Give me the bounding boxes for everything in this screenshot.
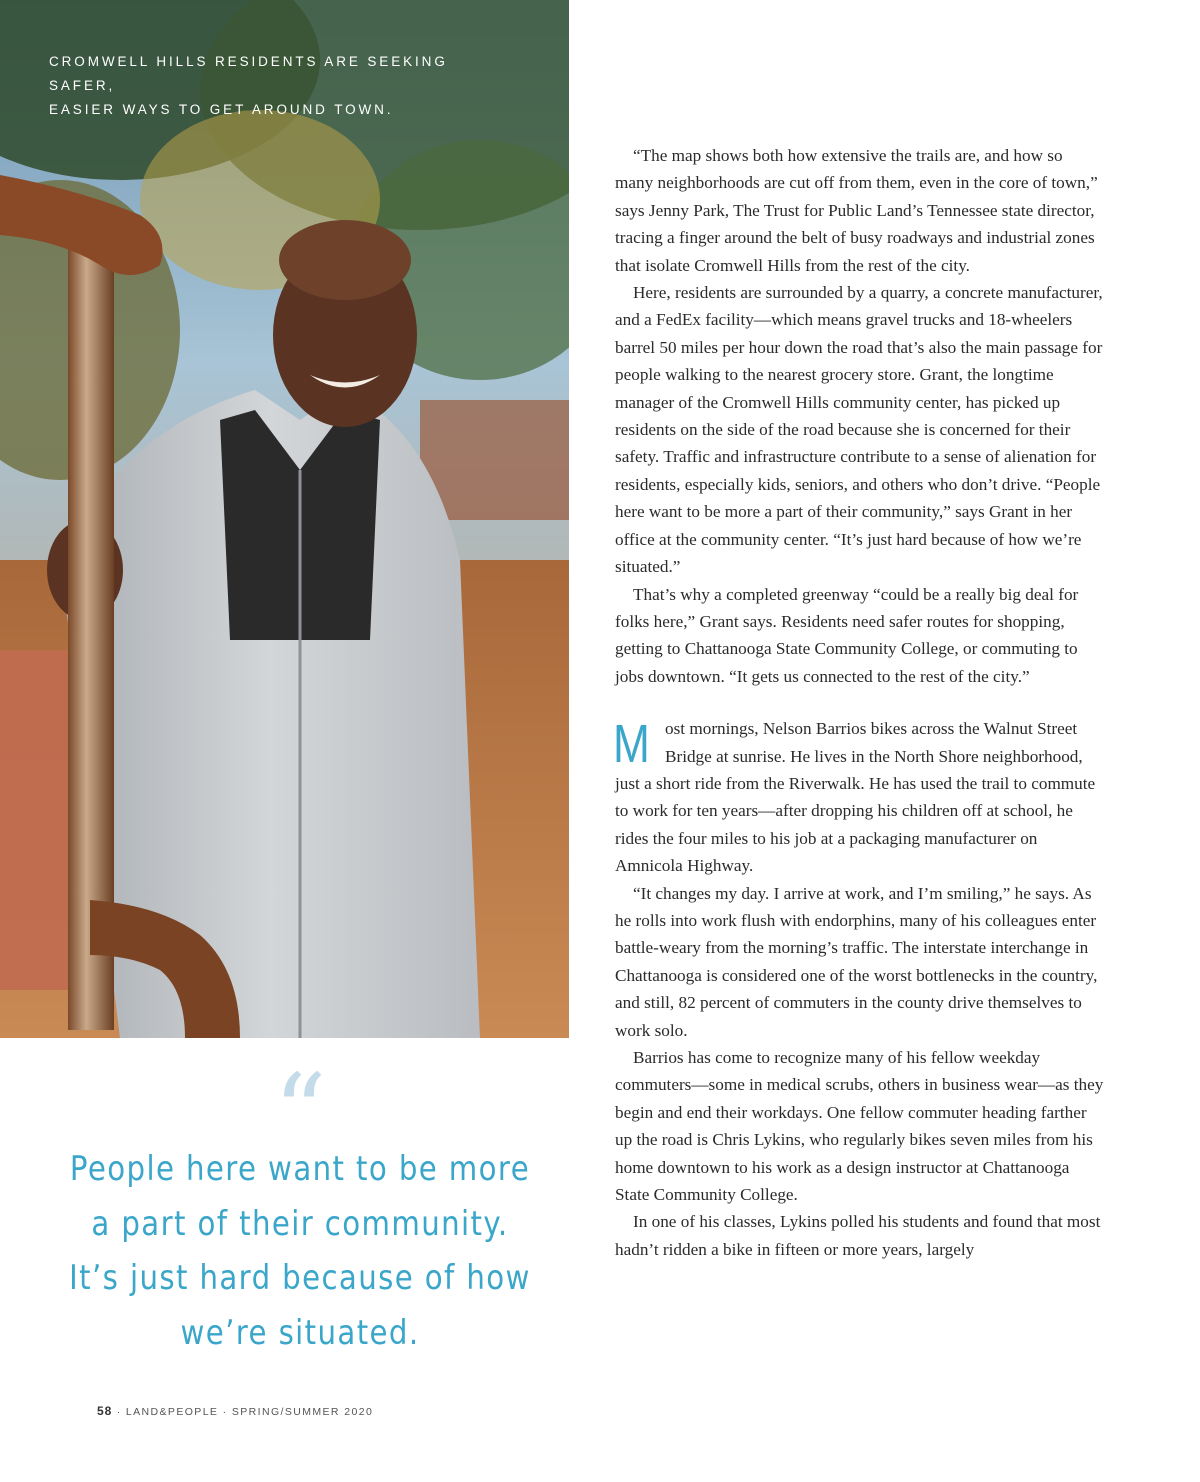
pull-quote-line: It’s just hard because of how (69, 1258, 531, 1299)
caption-line: CROMWELL HILLS RESIDENTS ARE SEEKING SAFER, (49, 54, 448, 93)
pull-quote-line: People here want to be more (69, 1149, 531, 1189)
drop-cap: M (613, 714, 650, 775)
article-body (615, 142, 1105, 1263)
article-paragraph: Barrios has come to recognize many of his fellow weekday commuters—some in medical scrubs, others in business wear—as they begin and end their workdays. One fellow commuter heading farther up the road is Chris Lykins, who regularly bikes seven miles from his home downtown to his work as a design instructor at Chattanooga State Community College. (615, 1048, 1104, 1205)
page-number: 58 (97, 1404, 113, 1418)
photo-caption (49, 50, 519, 122)
publication-info: · LAND&PEOPLE · SPRING/SUMMER 2020 (116, 1406, 374, 1418)
caption-line: EASIER WAYS TO GET AROUND TOWN. (49, 102, 394, 117)
quote-mark-icon: “ (273, 1051, 327, 1173)
pull-quote (42, 1142, 558, 1360)
article-paragraph: “It changes my day. I arrive at work, and I’m smiling,” he says. As he rolls into work flush with endorphins, many of his colleagues enter battle-weary from the morning’s traffic. The interstate interchange in Chattanooga is considered one of the worst bottlenecks in the country, and still, 82 percent of commuters in the county drive themselves to work solo. (615, 883, 1098, 1040)
man-portrait-illustration (0, 0, 569, 1038)
feature-photo (0, 0, 569, 1038)
pull-quote-line: we’re situated. (180, 1312, 420, 1353)
article-paragraph-dropcap (615, 715, 1105, 879)
article-paragraph: “The map shows both how extensive the trails are, and how so many neighborhoods are cut off from them, even in the core of town,” says Jenny Park, The Trust for Public Land’s Tennessee state director, tracing a finger around the belt of busy roadways and industrial zones that isolate Cromwell Hills from the rest of the city. (615, 146, 1098, 275)
article-paragraph: That’s why a completed greenway “could be a really big deal for folks here,” Grant says. Residents need safer routes for shopping, getting to Chattanooga State Community College, or commuting to jobs downtown. “It gets us connected to the rest of the city.” (615, 584, 1079, 686)
page-footer (97, 1404, 373, 1418)
pull-quote-line: a part of their community. (91, 1203, 509, 1244)
dropcap-paragraph-text: ost mornings, Nelson Barrios bikes across the Walnut Street Bridge at sunrise. He lives in the North Shore neighborhood, just a short ride from the Riverwalk. He has used the trail to commute to work for ten years—after dropping his children off at school, he rides the four miles to his job at a packaging manufacturer on Amnicola Highway. (615, 719, 1096, 876)
article-paragraph: Here, residents are surrounded by a quarry, a concrete manufacturer, and a FedEx facility—which means gravel trucks and 18-wheelers barrel 50 miles per hour down the road that’s also the main passage for people walking to the nearest grocery store. Grant, the longtime manager of the Cromwell Hills community center, has picked up residents on the side of the road because she is concerned for their safety. Traffic and infrastructure contribute to a sense of alienation for residents, especially kids, seniors, and others who don’t drive. “People here want to be more a part of their community,” says Grant in her office at the community center. “It’s just hard because of how we’re situated.” (615, 283, 1103, 577)
article-paragraph: In one of his classes, Lykins polled his students and found that most hadn’t ridden a bike in fifteen or more years, largely (615, 1212, 1101, 1259)
